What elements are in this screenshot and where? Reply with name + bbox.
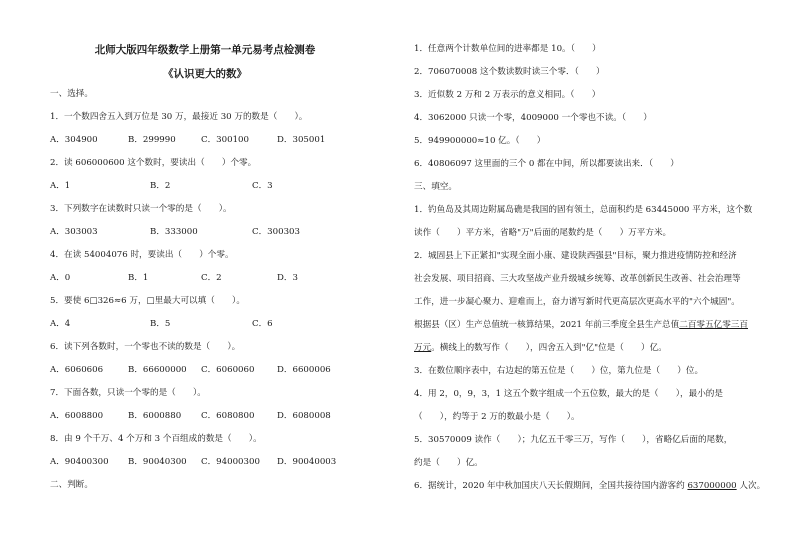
fill-1-line-1: 1．钓鱼岛及其周边附属岛礁是我国的固有领土，总面积约是 63445000 平方米，这个数 bbox=[414, 205, 753, 215]
option: B．333000 bbox=[150, 227, 198, 237]
option: D．90040003 bbox=[277, 457, 337, 467]
underlined-number: 二百零五亿零三百 bbox=[679, 320, 748, 330]
question-7: 7．下面各数，只读一个零的是（ ）。 bbox=[50, 388, 206, 398]
option: C．6060060 bbox=[201, 365, 255, 375]
option: C．6080800 bbox=[201, 411, 255, 421]
option: C．6 bbox=[252, 319, 273, 329]
option: D．3 bbox=[277, 273, 298, 283]
question-4: 4．在读 54004076 时，要读出（ ）个零。 bbox=[50, 250, 234, 260]
option: B．90040300 bbox=[128, 457, 187, 467]
option: C．2 bbox=[201, 273, 222, 283]
option: A．303003 bbox=[50, 227, 98, 237]
text: 人次。 bbox=[736, 481, 766, 491]
option: B．66600000 bbox=[128, 365, 187, 375]
question-2: 2．读 606000600 这个数时，要读出（ ）个零。 bbox=[50, 158, 257, 168]
option: A．1 bbox=[50, 181, 71, 191]
page-title: 北师大版四年级数学上册第一单元易考点检测卷 bbox=[94, 44, 316, 56]
fill-4-line-1: 4．用 2，0，9，3，1 这五个数字组成一个五位数，最大的是（ ），最小的是 bbox=[414, 389, 723, 399]
text: 。横线上的数写作（ ），四舍五入到"亿"位是（ ）亿。 bbox=[431, 343, 667, 353]
option: B．299990 bbox=[128, 135, 176, 145]
fill-3: 3．在数位顺序表中，右边起的第五位是（ ）位，第九位是（ ）位。 bbox=[414, 366, 704, 376]
judge-6: 6．40806097 这里面的三个 0 都在中间，所以都要读出来．（ ） bbox=[414, 159, 679, 169]
fill-2-line-3: 工作，进一步凝心聚力、迎难而上，奋力谱写新时代更高层次更高水平的"六个城固"。 bbox=[414, 297, 740, 307]
question-1: 1．一个数四舍五入到万位是 30 万，最接近 30 万的数是（ ）。 bbox=[50, 112, 308, 122]
judge-4: 4．3062000 只读一个零，4009000 一个零也不读。（ ） bbox=[414, 113, 652, 123]
fill-2-line-4 bbox=[414, 319, 748, 331]
fill-2-line-2: 社会发展、项目招商、三大攻坚战产业升级城乡统筹、改革创新民生改善、社会治理等 bbox=[414, 274, 741, 284]
option: B．1 bbox=[128, 273, 149, 283]
fill-2-line-5 bbox=[414, 342, 667, 354]
option: A．304900 bbox=[50, 135, 98, 145]
underlined-number: 万元 bbox=[414, 343, 432, 353]
option: D．6080008 bbox=[277, 411, 331, 421]
option: C．94000300 bbox=[201, 457, 260, 467]
fill-2-line-1: 2．城固县上下正紧扣"实现全面小康、建设陕西强县"目标，聚力推进疫情防控和经济 bbox=[414, 251, 737, 261]
option: A．6060606 bbox=[50, 365, 104, 375]
text: 6．据统计，2020 年中秋加国庆八天长假期间，全国共接待国内游客约 bbox=[414, 481, 688, 491]
fill-6 bbox=[414, 480, 765, 492]
option: B．6000880 bbox=[128, 411, 182, 421]
judge-3: 3．近似数 2 万和 2 万表示的意义相同。（ ） bbox=[414, 90, 601, 100]
question-3: 3．下列数字在读数时只读一个零的是（ ）。 bbox=[50, 204, 232, 214]
option: D．305001 bbox=[277, 135, 326, 145]
question-6: 6．读下列各数时，一个零也不读的数是（ ）。 bbox=[50, 342, 241, 352]
option: A．0 bbox=[50, 273, 71, 283]
option: C．3 bbox=[252, 181, 273, 191]
question-5: 5．要使 6□326≈6 万，□里最大可以填（ ）。 bbox=[50, 296, 245, 306]
section-heading-judge: 二、判断。 bbox=[50, 480, 93, 490]
text: 根据县（区）生产总值统一核算结果，2021 年前三季度全县生产总值 bbox=[414, 320, 680, 330]
judge-2: 2．706070008 这个数读数时读三个零．（ ） bbox=[414, 67, 605, 77]
underlined-number: 637000000 bbox=[687, 481, 737, 491]
fill-5-line-2: 约是（ ）亿。 bbox=[414, 458, 483, 468]
option: B．2 bbox=[150, 181, 171, 191]
option: A．4 bbox=[50, 319, 71, 329]
option: C．300100 bbox=[201, 135, 249, 145]
section-heading-choice: 一、选择。 bbox=[50, 89, 93, 99]
option: A．90400300 bbox=[50, 457, 109, 467]
fill-4-line-2: （ ），约等于 2 万的数最小是（ ）。 bbox=[414, 412, 580, 422]
judge-1: 1．任意两个计数单位间的进率都是 10。（ ） bbox=[414, 44, 601, 54]
section-heading-fill: 三、填空。 bbox=[414, 182, 457, 192]
question-8: 8．由 9 个千万、4 个万和 3 个百组成的数是（ ）。 bbox=[50, 434, 262, 444]
fill-1-line-2: 读作（ ）平方米，省略"万"后面的尾数约是（ ）万平方米。 bbox=[414, 228, 672, 238]
fill-5-line-1: 5．30570009 读作（ ）；九亿五千零三万，写作（ ），省略亿后面的尾数， bbox=[414, 435, 733, 445]
option: C．300303 bbox=[252, 227, 300, 237]
option: D．6600006 bbox=[277, 365, 331, 375]
page-subtitle: 《认识更大的数》 bbox=[163, 68, 247, 80]
judge-5: 5．949900000≈10 亿。（ ） bbox=[414, 136, 546, 146]
option: A．6008800 bbox=[50, 411, 104, 421]
option: B．5 bbox=[150, 319, 171, 329]
